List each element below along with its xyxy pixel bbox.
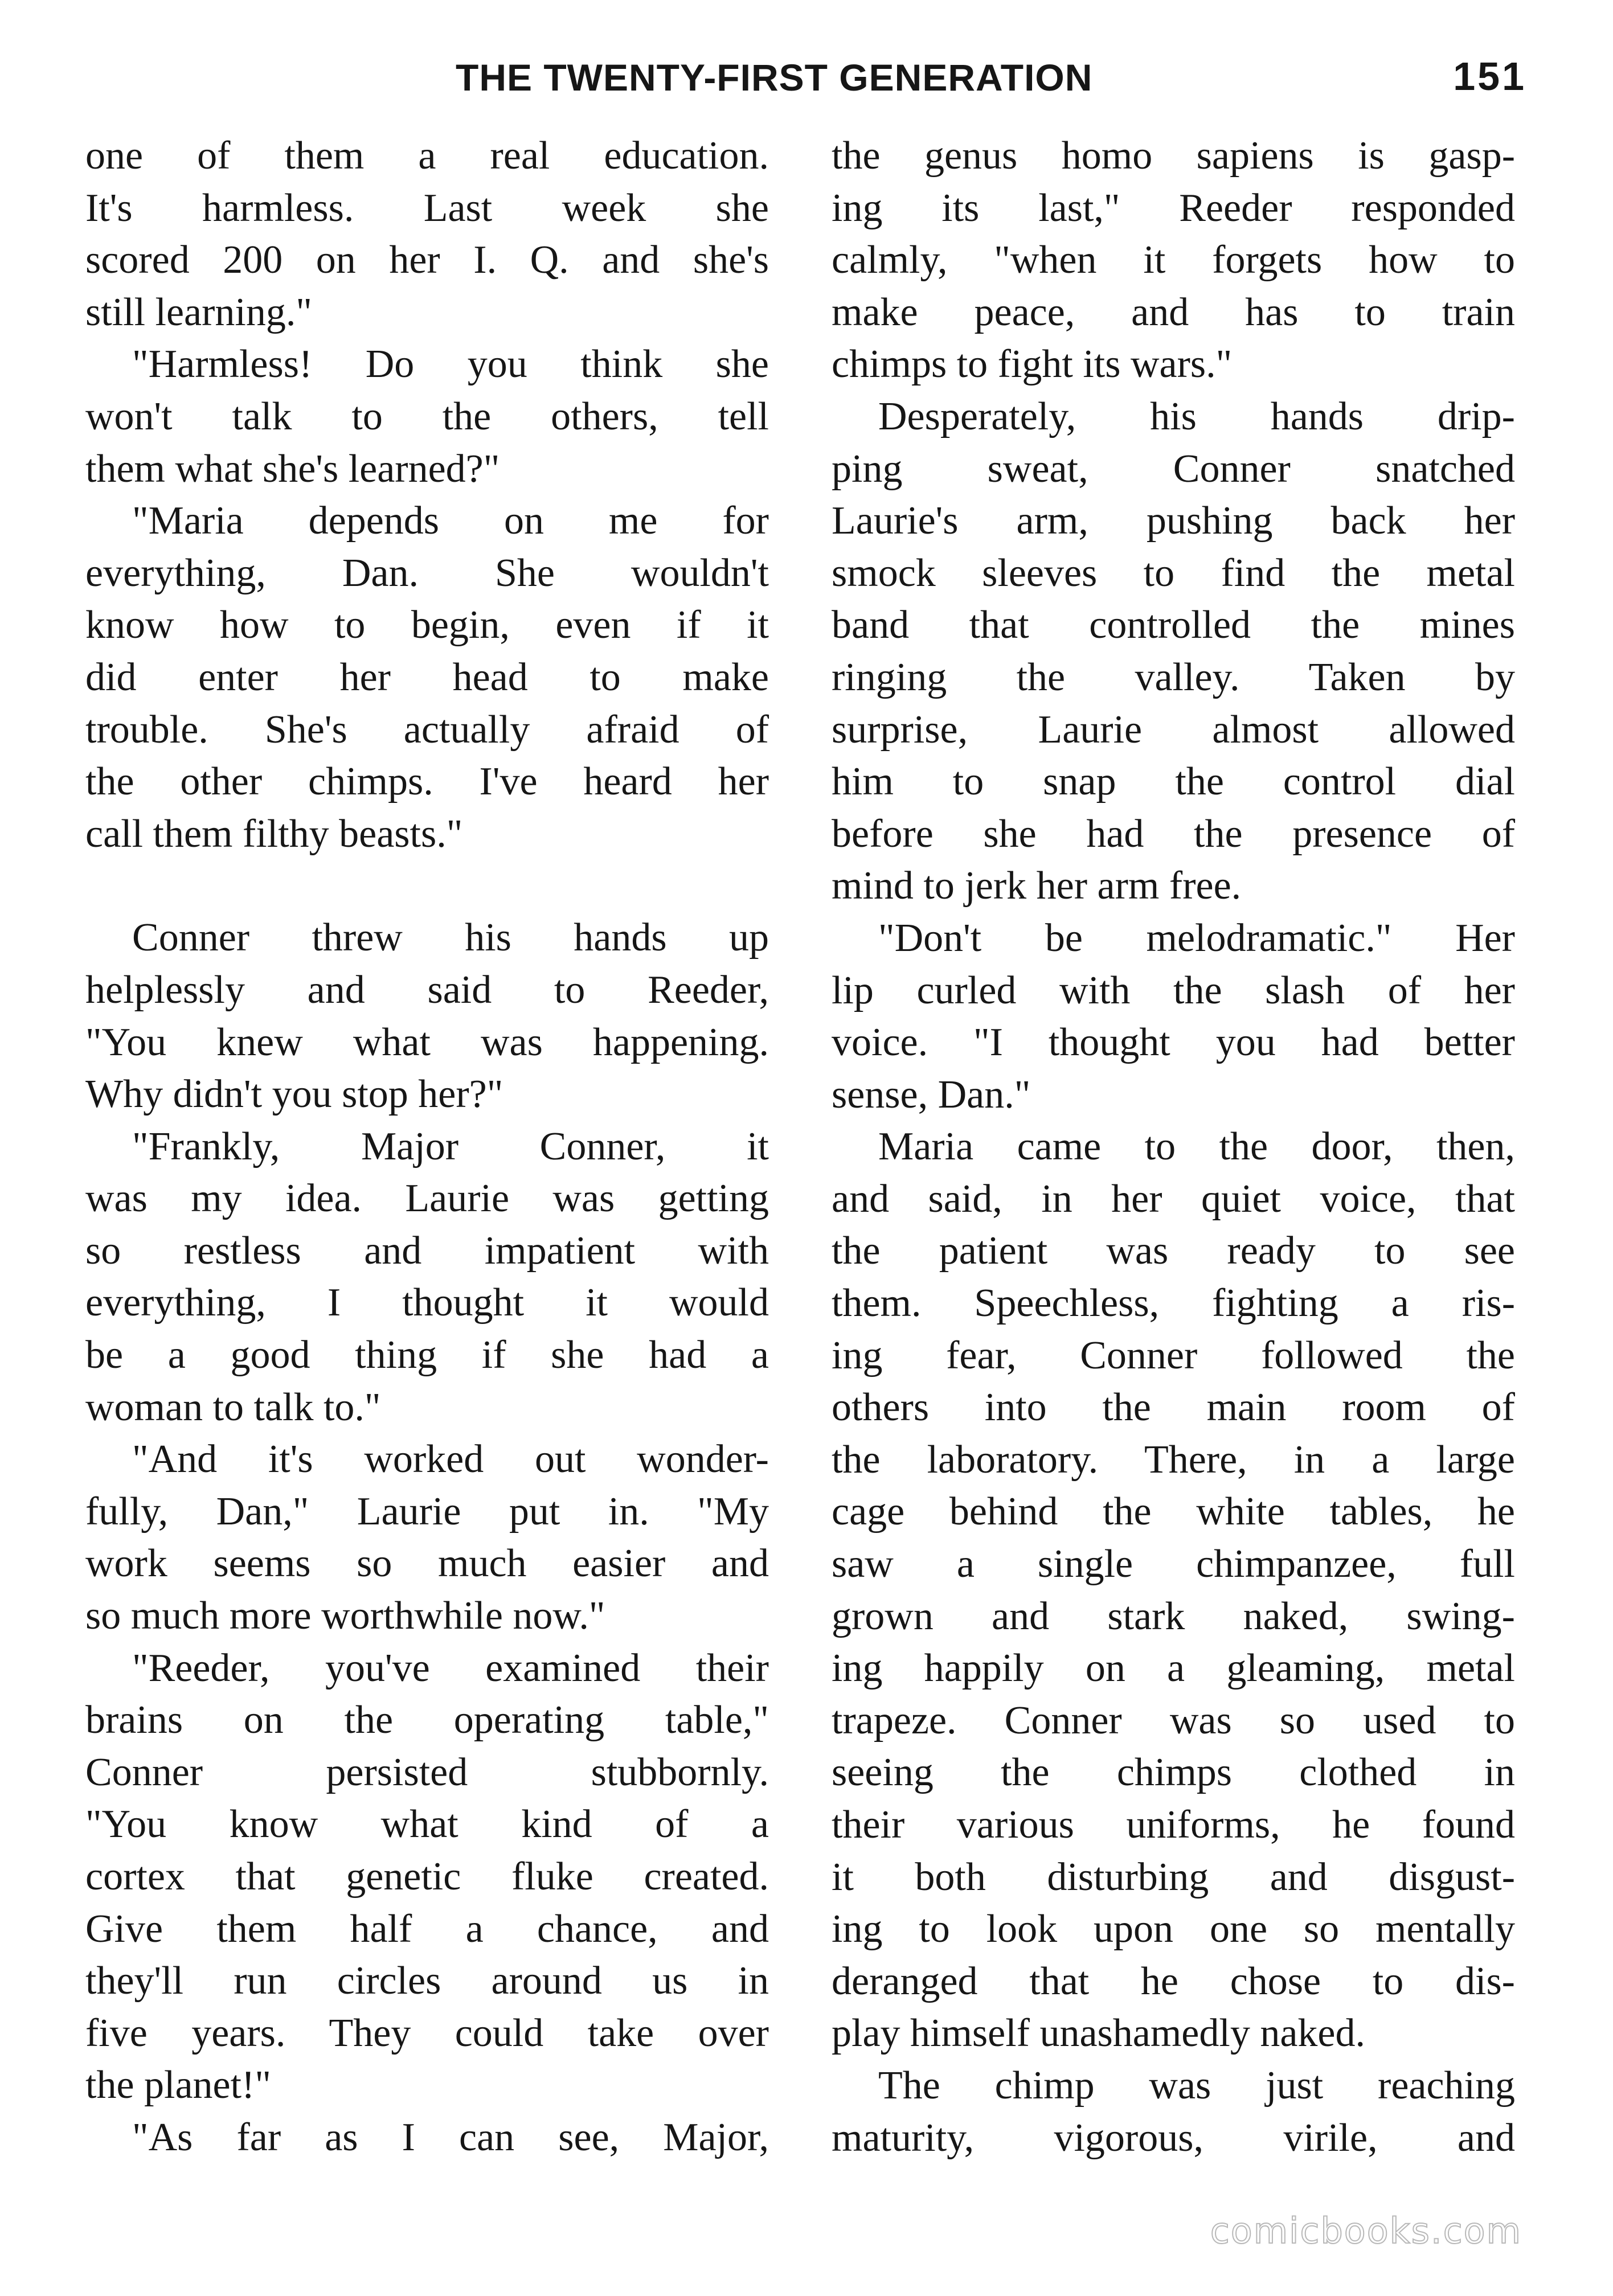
text-line: lip curled with the slash of her: [832, 968, 1515, 1012]
text-line: ringing the valley. Taken by: [832, 655, 1515, 699]
paragraph: [832, 2060, 1515, 2164]
text-line: trapeze. Conner was so used to: [832, 1698, 1515, 1742]
text-line: the laboratory. There, in a large: [832, 1437, 1515, 1482]
page-header: [85, 56, 1526, 107]
text-line: the other chimps. I've heard her: [85, 760, 769, 804]
text-line: scored 200 on her I. Q. and she's: [85, 238, 769, 282]
text-line: it both disturbing and disgust-: [832, 1855, 1515, 1899]
text-line: the patient was ready to see: [832, 1229, 1515, 1273]
text-line: ping sweat, Conner snatched: [832, 446, 1515, 491]
text-line: helplessly and said to Reeder,: [85, 967, 769, 1012]
text-line: "Don't be melodramatic." Her: [878, 916, 1515, 960]
text-line: grown and stark naked, swing-: [832, 1594, 1515, 1638]
paragraph: [832, 912, 1515, 1121]
text-line: brains on the operating table,": [85, 1698, 769, 1742]
text-line: call them filthy beasts.": [85, 811, 463, 856]
left-column: [85, 130, 769, 2164]
text-line: five years. They could take over: [85, 2011, 769, 2055]
text-line: maturity, vigorous, virile, and: [832, 2115, 1515, 2160]
text-line: others into the main room of: [832, 1385, 1515, 1430]
text-line: saw a single chimpanzee, full: [832, 1542, 1515, 1586]
text-line: Desperately, his hands drip-: [878, 394, 1515, 438]
text-line: so much more worthwhile now.": [85, 1594, 605, 1638]
text-line: the planet!": [85, 2063, 271, 2108]
paragraph: [85, 1121, 769, 1434]
text-line: "Frankly, Major Conner, it: [132, 1124, 769, 1168]
text-line: him to snap the control dial: [832, 760, 1515, 804]
text-line: and said, in her quiet voice, that: [832, 1176, 1515, 1221]
text-line: "Maria depends on me for: [132, 499, 769, 543]
text-line: "Reeder, you've examined their: [132, 1646, 769, 1690]
text-line: "Harmless! Do you think she: [132, 342, 769, 387]
paragraph: [85, 338, 769, 495]
text-line: they'll run circles around us in: [85, 1959, 769, 2003]
text-line: "You know what kind of a: [85, 1802, 769, 1847]
text-line: band that controlled the mines: [832, 603, 1515, 647]
text-line: still learning.": [85, 290, 312, 334]
text-line: ing its last," Reeder responded: [832, 186, 1515, 230]
text-line: know how to begin, even if it: [85, 603, 769, 647]
paragraph: [85, 130, 769, 338]
text-line: won't talk to the others, tell: [85, 394, 769, 438]
text-line: seeing the chimps clothed in: [832, 1750, 1515, 1795]
text-line: did enter her head to make: [85, 655, 769, 699]
text-line: voice. "I thought you had better: [832, 1020, 1515, 1065]
running-title: THE TWENTY-FIRST GENERATION: [456, 56, 1093, 99]
text-line: the genus homo sapiens is gasp-: [832, 134, 1515, 178]
text-line: Conner threw his hands up: [132, 916, 769, 960]
text-line: their various uniforms, he found: [832, 1803, 1515, 1847]
text-line: be a good thing if she had a: [85, 1333, 769, 1377]
right-column: [832, 130, 1515, 2164]
text-line: play himself unashamedly naked.: [832, 2011, 1365, 2056]
text-line: "And it's worked out wonder-: [132, 1437, 769, 1482]
text-line: ing fear, Conner followed the: [832, 1333, 1515, 1377]
text-line: everything, Dan. She wouldn't: [85, 551, 769, 595]
text-line: one of them a real education.: [85, 134, 769, 178]
text-line: deranged that he chose to dis-: [832, 1959, 1515, 2003]
text-line: ing to look upon one so mentally: [832, 1907, 1515, 1951]
text-line: Give them half a chance, and: [85, 1906, 769, 1951]
text-line: smock sleeves to find the metal: [832, 551, 1515, 595]
text-line: was my idea. Laurie was getting: [85, 1176, 769, 1221]
text-line: cage behind the white tables, he: [832, 1490, 1515, 1534]
paragraph: [85, 912, 769, 1120]
text-line: everything, I thought it would: [85, 1281, 769, 1325]
text-line: cortex that genetic fluke created.: [85, 1855, 769, 1899]
text-line: ing happily on a gleaming, metal: [832, 1646, 1515, 1691]
watermark: comicbooks.com: [1210, 2210, 1522, 2252]
paragraph: [85, 1642, 769, 2112]
paragraph: [832, 1121, 1515, 2060]
text-line: make peace, and has to train: [832, 290, 1515, 334]
text-line: fully, Dan," Laurie put in. "My: [85, 1489, 769, 1534]
text-line: Conner persisted stubbornly.: [85, 1750, 769, 1794]
paragraph: [832, 391, 1515, 912]
page-number: 151: [1453, 54, 1526, 99]
paragraph: [85, 2112, 769, 2164]
text-line: Why didn't you stop her?": [85, 1072, 503, 1117]
text-line: Laurie's arm, pushing back her: [832, 499, 1515, 543]
paragraph: [85, 1433, 769, 1642]
text-line: sense, Dan.": [832, 1072, 1031, 1117]
text-line: surprise, Laurie almost allowed: [832, 707, 1515, 752]
text-line: them what she's learned?": [85, 446, 500, 491]
text-line: them. Speechless, fighting a ris-: [832, 1281, 1515, 1326]
text-line: mind to jerk her arm free.: [832, 864, 1242, 908]
text-line: work seems so much easier and: [85, 1541, 769, 1586]
text-line: so restless and impatient with: [85, 1228, 769, 1273]
text-line: trouble. She's actually afraid of: [85, 707, 769, 752]
text-line: "As far as I can see, Major,: [132, 2115, 769, 2159]
text-line: Maria came to the door, then,: [878, 1125, 1515, 1169]
text-line: before she had the presence of: [832, 811, 1515, 856]
text-line: "You knew what was happening.: [85, 1020, 769, 1064]
paragraph: [832, 130, 1515, 391]
text-line: It's harmless. Last week she: [85, 186, 769, 230]
text-line: woman to talk to.": [85, 1385, 381, 1429]
text-line: The chimp was just reaching: [878, 2063, 1515, 2108]
paragraph: [85, 495, 769, 860]
text-line: chimps to fight its wars.": [832, 342, 1233, 387]
text-line: calmly, "when it forgets how to: [832, 238, 1515, 282]
